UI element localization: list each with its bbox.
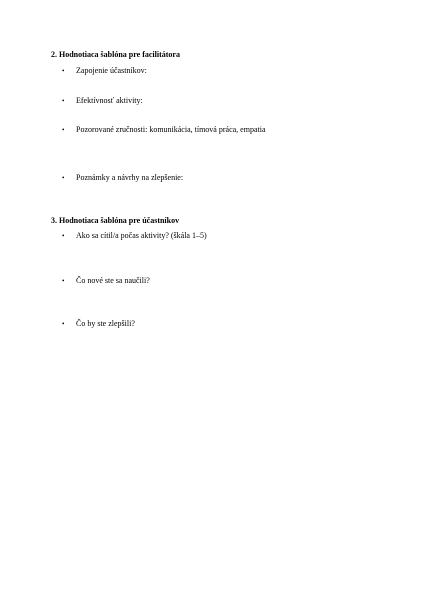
list-item-text: Zapojenie účastníkov: <box>76 66 147 75</box>
list-item <box>62 173 183 183</box>
bullet: • <box>62 97 65 105</box>
list-item-text: Pozorované zručnosti: komunikácia, tímová práca, empatia <box>76 125 266 134</box>
list-item <box>62 125 266 135</box>
bullet: • <box>62 277 65 285</box>
section-2-heading: 2. Hodnotiaca šablóna pre facilitátora <box>51 50 180 59</box>
list-item <box>62 276 150 286</box>
list-item-text: Poznámky a návrhy na zlepšenie: <box>76 173 184 182</box>
bullet: • <box>62 174 65 182</box>
section-3-heading: 3. Hodnotiaca šablóna pre účastníkov <box>51 216 180 225</box>
list-item <box>62 66 147 76</box>
list-item-text: Čo nové ste sa naučili? <box>76 276 150 285</box>
list-item-text: Efektívnosť aktivity: <box>76 96 143 105</box>
list-item <box>62 96 143 106</box>
bullet: • <box>62 232 65 240</box>
bullet: • <box>62 67 65 75</box>
list-item-text: Čo by ste zlepšili? <box>76 319 135 328</box>
list-item <box>62 231 207 241</box>
bullet: • <box>62 320 65 328</box>
bullet: • <box>62 126 65 134</box>
list-item <box>62 319 135 329</box>
list-item-text: Ako sa cítil/a počas aktivity? (škála 1–5) <box>76 231 207 240</box>
